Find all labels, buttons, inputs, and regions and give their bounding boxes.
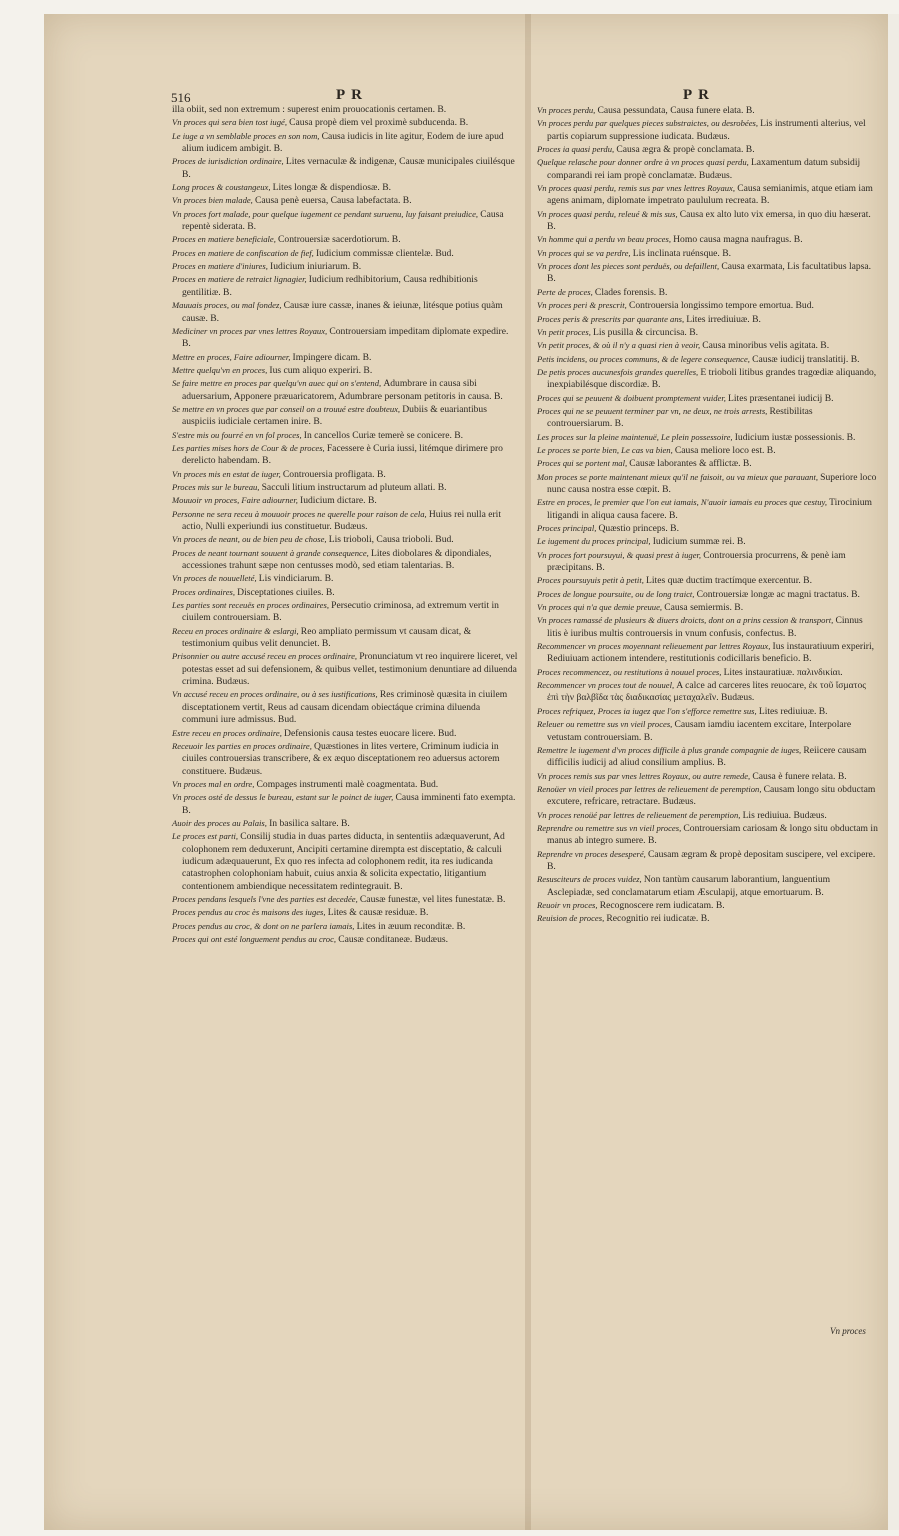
entry-latin: Pronunciatum vt reo inquirere liceret, vel potestas esset ad sui defensionem, & quibus vellet, testimonium denuntiare ad diluenda crimina. Budæus. bbox=[182, 651, 518, 688]
dictionary-entry bbox=[172, 233, 518, 246]
entry-latin: Controuersia profligata. B. bbox=[282, 468, 386, 480]
dictionary-entry bbox=[172, 299, 518, 325]
entry-french: Vn proces renoüé par lettres de relieuement de peremption, bbox=[537, 809, 743, 820]
dictionary-entry bbox=[172, 727, 518, 740]
dictionary-entry bbox=[537, 522, 879, 535]
dictionary-entry bbox=[172, 547, 518, 573]
dictionary-entry bbox=[172, 740, 518, 778]
dictionary-entry bbox=[537, 588, 879, 601]
entry-french: Proces ordinaires, bbox=[172, 586, 238, 597]
entry-latin: Lites longæ & dispendiosæ. B. bbox=[272, 182, 391, 194]
dictionary-entry bbox=[172, 920, 518, 933]
dictionary-entry bbox=[537, 247, 879, 260]
entry-french: Proces mis sur le bureau, bbox=[172, 481, 262, 492]
dictionary-entry bbox=[537, 770, 879, 783]
entry-latin: Lites in æuum reconditæ. B. bbox=[356, 920, 466, 932]
dictionary-entry bbox=[537, 233, 879, 246]
entry-french: Perte de proces, bbox=[537, 286, 595, 297]
column-gutter bbox=[525, 14, 531, 1530]
entry-french: Vn proces fort malade, pour quelque iugement ce pendant suruenu, luy faisant preiudice, bbox=[172, 208, 481, 219]
dictionary-entry bbox=[172, 273, 518, 299]
entry-latin: Reo ampliato permissum vt causam dicat, & testimonium quibus velit denunciet. B. bbox=[182, 625, 472, 650]
dictionary-entry bbox=[172, 351, 518, 364]
dictionary-entry bbox=[172, 104, 518, 116]
entry-latin: Dubiis & euariantibus auspiciis iudiciale certamen inire. B. bbox=[182, 403, 487, 428]
entry-french: Personne ne sera receu à mouuoir proces ne querelle pour raison de cela, bbox=[172, 508, 429, 519]
page-number: 516 bbox=[171, 90, 191, 105]
entry-latin: Consilij studia in duas partes diducta, in sententiis adæquaverunt, Ad colophonem rem deduxerunt, Ancipiti certamine dirempta est disceptatio, & calculi iudicum adæquauerunt, Ex quo res infecta ad colophonem redit, ita res iudicanda catastrophen colophoniam habuit, cuius anxia & solicita expectatio, litigantium contentionem ambiendique necessitatem redintegrauit. B. bbox=[182, 831, 505, 892]
dictionary-entry bbox=[172, 599, 518, 625]
entry-french: Vn proces de nouuelleté, bbox=[172, 573, 259, 584]
dictionary-entry bbox=[537, 535, 879, 548]
entry-latin: Iudicium commissæ clientelæ. Bud. bbox=[315, 247, 454, 259]
dictionary-entry bbox=[537, 182, 879, 208]
dictionary-entry bbox=[537, 299, 879, 312]
entry-french: Proces qui ne se peuuent terminer par vn, ne deux, ne trois arrests, bbox=[537, 405, 770, 416]
entry-french: Proces en matiere de retraict lignagier, bbox=[172, 274, 309, 285]
entry-latin: Controuersiam cariosam & longo situ obductam in manus ab integro sumere. B. bbox=[547, 822, 878, 847]
dictionary-entry bbox=[172, 481, 518, 494]
entry-latin: Causæ funestæ, vel lites funestatæ. B. bbox=[359, 893, 506, 905]
dictionary-entry bbox=[172, 586, 518, 599]
entry-latin: Cinnus litis è iuribus multis controuersis in vnum confusis, confectus. B. bbox=[547, 615, 863, 639]
entry-latin: Recognoscere rem iudicatam. B. bbox=[599, 899, 725, 911]
entry-french: Remettre le iugement d'vn proces difficile à plus grande compagnie de iuges, bbox=[537, 744, 804, 755]
entry-french: Reuoir vn proces, bbox=[537, 899, 600, 910]
entry-french: Proces peris & prescrits par quarante ans, bbox=[537, 313, 687, 324]
dictionary-entry bbox=[172, 625, 518, 651]
dictionary-entry bbox=[537, 366, 879, 392]
entry-french: Releuer ou remettre sus vn vieil proces, bbox=[537, 719, 675, 730]
entry-latin: Controuersiæ longæ ac magni tractatus. B. bbox=[696, 588, 860, 600]
dictionary-entry bbox=[172, 791, 518, 817]
entry-latin: Iudicium summæ rei. B. bbox=[652, 536, 746, 548]
entry-latin: Iudicium iniuriarum. B. bbox=[270, 261, 362, 273]
entry-french: Vn proces bien malade, bbox=[172, 195, 255, 206]
catchword: Vn proces bbox=[830, 1326, 866, 1336]
dictionary-entry bbox=[172, 933, 518, 946]
dictionary-entry bbox=[537, 744, 879, 770]
entry-latin: Causa ex alto luto vix emersa, in quo diu hæserat. B. bbox=[547, 208, 871, 233]
entry-latin: Causa ægra & propè conclamata. B. bbox=[616, 144, 755, 156]
entry-french: Vn proces mis en estat de iuger, bbox=[172, 468, 283, 479]
entry-latin: Ius instauratiuum experiri, Rediuiuam actionem intendere, restitutionis codicillaris beneficio. B. bbox=[547, 641, 875, 665]
entry-french: De petis proces aucunesfois grandes querelles, bbox=[537, 366, 701, 377]
entry-french: Proces pendans lesquels l'vne des parties est decedée, bbox=[172, 893, 360, 904]
entry-latin: Res criminosè quæsita in ciuilem disceptationem vertit, Reus ad causam dicendam obiectáque crimina diluenda communi iure admissus. Bud. bbox=[182, 689, 508, 726]
dictionary-entry bbox=[172, 116, 518, 129]
entry-latin: Huius rei nulla erit actio, Nulli experiundi ius constituetur. Budæus. bbox=[182, 508, 502, 532]
entry-latin: Laxamentum datum subsidij comparandi rei iam propè conclamatæ. Budæus. bbox=[547, 157, 861, 181]
entry-latin: Causa meliore loco est. B. bbox=[674, 444, 776, 456]
entry-french: Proces qui se portent mal, bbox=[537, 458, 630, 469]
dictionary-entry bbox=[537, 783, 879, 809]
dictionary-entry bbox=[172, 260, 518, 273]
dictionary-entry bbox=[172, 442, 518, 468]
entry-latin: Lis vindiciarum. B. bbox=[258, 573, 334, 585]
dictionary-entry bbox=[537, 143, 879, 156]
entry-latin: Controuersia longissimo tempore emortua. Bud. bbox=[628, 300, 814, 312]
entry-french: Vn proces de neant, ou de bien peu de chose, bbox=[172, 534, 329, 545]
entry-latin: Lis rediuiua. Budæus. bbox=[742, 809, 827, 821]
dictionary-entry bbox=[537, 457, 879, 470]
page-edge bbox=[888, 14, 899, 1530]
entry-french: Mettre en proces, Faire adiourner, bbox=[172, 351, 293, 362]
entry-french: Vn proces perdu, bbox=[537, 105, 598, 115]
entry-french: Recommencer vn proces moyennant relieuement par lettres Royaux, bbox=[537, 641, 773, 652]
dictionary-entry bbox=[537, 614, 879, 640]
entry-latin: In basilica saltare. B. bbox=[269, 817, 350, 829]
entry-latin: Lis inclinata ruénsque. B. bbox=[632, 247, 732, 259]
entry-latin: Non tantùm causarum laborantium, languentium Asclepiadæ, sed conclamatarum etiam Æsculapij, atque emortuarum. B. bbox=[547, 874, 831, 898]
entry-latin: Impingere dicam. B. bbox=[292, 351, 372, 363]
dictionary-entry bbox=[537, 353, 879, 366]
entry-french: Mouuoir vn proces, Faire adiourner, bbox=[172, 495, 301, 506]
entry-latin: Controuersia procurrens, & penè iam præcipitans. B. bbox=[547, 549, 846, 574]
entry-latin: Restibilitas controuersiarum. B. bbox=[547, 405, 813, 430]
entry-latin: Disceptationes ciuiles. B. bbox=[237, 586, 335, 598]
entry-latin: Causa iudicis in lite agitur, Eodem de iure apud alium iudicem ambigit. B. bbox=[182, 130, 504, 155]
dictionary-entry bbox=[537, 156, 879, 182]
dictionary-entry bbox=[172, 533, 518, 546]
entry-french: Mettre quelqu'vn en proces, bbox=[172, 364, 270, 375]
entry-latin: E trioboli litibus grandes tragœdiæ aliquando, inexpiabilésque discordiæ. B. bbox=[547, 366, 877, 391]
dictionary-entry bbox=[537, 313, 879, 326]
dictionary-entry bbox=[172, 364, 518, 377]
entry-latin: Reiicere causam difficilis iudicij ad aliud consilium amplius. B. bbox=[547, 744, 867, 769]
dictionary-entry bbox=[172, 325, 518, 351]
entry-latin: Causa imminenti fato exempta. B. bbox=[182, 792, 516, 816]
dictionary-entry bbox=[537, 873, 879, 899]
entry-latin: Lites irrediuiuæ. B. bbox=[686, 313, 761, 325]
entry-french: Vn proces fort poursuyui, & quasi prest à iuger, bbox=[537, 549, 704, 560]
entry-french: Proces de longue poursuite, ou de long traict, bbox=[537, 588, 697, 599]
entry-latin: Lites rediuiuæ. B. bbox=[758, 705, 828, 717]
entry-latin: Iudicium dictare. B. bbox=[300, 495, 377, 507]
dictionary-entry bbox=[172, 830, 518, 893]
dictionary-entry bbox=[172, 906, 518, 919]
right-column bbox=[537, 104, 879, 926]
dictionary-entry bbox=[537, 496, 879, 522]
entry-french: Receu en proces ordinaire & eslargi, bbox=[172, 625, 301, 636]
entry-french: Vn accusé receu en proces ordinaire, ou à ses iustifications, bbox=[172, 689, 380, 700]
dictionary-entry bbox=[172, 403, 518, 429]
entry-french: Proces pendus au croc ès maisons des iuges, bbox=[172, 907, 328, 918]
left-column bbox=[172, 104, 518, 946]
dictionary-entry bbox=[537, 471, 879, 497]
entry-french: Proces qui se peuuent & doibuent promptement vuider, bbox=[537, 392, 729, 403]
dictionary-entry bbox=[172, 208, 518, 234]
entry-latin: Lites & causæ residuæ. B. bbox=[327, 907, 429, 919]
dictionary-entry bbox=[537, 549, 879, 575]
entry-latin: Lites diobolares & dipondiales, accessiones trahunt sæpe non centusses modò, sed etiam talentarias. B. bbox=[182, 547, 492, 572]
entry-latin: Causa penè euersa, Causa labefactata. B. bbox=[254, 195, 412, 207]
entry-french: Proces pendus au croc, & dont on ne parlera iamais, bbox=[172, 920, 357, 931]
entry-french: Vn proces quasi perdu, releué & mis sus, bbox=[537, 208, 680, 219]
entry-latin: Causam ægram & propè depositam suscipere, vel excipere. B. bbox=[547, 848, 876, 872]
running-head-right: PR bbox=[683, 87, 715, 103]
entry-latin: Causæ iudicij translatitij. B. bbox=[752, 353, 860, 365]
dictionary-entry bbox=[537, 912, 879, 925]
entry-latin: Superiore loco nunc causa nostra esse cœpit. B. bbox=[547, 471, 877, 495]
entry-latin: Persecutio criminosa, ad extremum vertit in ciuilem controuersiam. B. bbox=[182, 600, 499, 624]
entry-latin: Recognitio rei iudicatæ. B. bbox=[606, 913, 710, 925]
dictionary-entry bbox=[172, 508, 518, 534]
dictionary-entry bbox=[537, 104, 879, 117]
dictionary-entry bbox=[172, 429, 518, 442]
entry-french: Vn proces dont les pieces sont perduës, ou defaillent, bbox=[537, 261, 722, 272]
entry-latin: Defensionis causa testes euocare licere. Bud. bbox=[284, 727, 457, 739]
dictionary-entry bbox=[172, 194, 518, 207]
dictionary-entry bbox=[172, 181, 518, 194]
entry-french: Les proces sur la pleine maintenuë, Le plein possessoire, bbox=[537, 431, 735, 442]
entry-french: Renoüer vn vieil proces par lettres de relieuement de peremption, bbox=[537, 783, 764, 794]
entry-latin: Iudicium redhibitorium, Causa redhibitionis gentilitiæ. B. bbox=[182, 274, 478, 298]
dictionary-entry bbox=[537, 601, 879, 614]
entry-latin: Lis pusilla & circuncisa. B. bbox=[593, 326, 698, 338]
entry-french: Les parties mises hors de Cour & de proces, bbox=[172, 442, 327, 453]
entry-french: Les parties sont receuës en proces ordinaires, bbox=[172, 600, 332, 611]
entry-latin: Homo causa magna naufragus. B. bbox=[673, 234, 803, 246]
entry-latin: Causa semianimis, atque etiam iam agens animam, diplomate impetrato paululum recreata. B. bbox=[547, 183, 873, 207]
entry-latin: Causæ iure cassæ, inanes & ieiunæ, litésque potius quàm causæ. B. bbox=[182, 300, 503, 324]
entry-french: Vn proces perdu par quelques pieces substraictes, ou desrobées, bbox=[537, 118, 761, 129]
dictionary-entry bbox=[537, 405, 879, 431]
dictionary-entry bbox=[537, 431, 879, 444]
entry-french: Se mettre en vn proces que par conseil on a trouué estre doubteux, bbox=[172, 403, 403, 414]
entry-french: Proces ia quasi perdu, bbox=[537, 144, 617, 155]
dictionary-entry bbox=[537, 705, 879, 718]
dictionary-entry bbox=[537, 899, 879, 912]
entry-latin: Causam iamdiu iacentem excitare, Interpolare vetustam controuersiam. B. bbox=[547, 719, 852, 743]
entry-french: Mon proces se porte maintenant mieux qu'il ne faisoit, ou va mieux que parauant, bbox=[537, 471, 821, 482]
entry-french: Mediciner vn proces par vnes lettres Royaux, bbox=[172, 325, 330, 336]
dictionary-entry bbox=[537, 848, 879, 874]
entry-latin: In cancellos Curiæ temerè se conicere. B. bbox=[303, 429, 464, 441]
entry-french: Proces en matiere d'iniures, bbox=[172, 261, 271, 272]
entry-latin: Lis instrumenti alterius, vel partis copiarum suppressione iudicata. Budæus. bbox=[547, 118, 866, 142]
entry-french: Le proces se porte bien, Le cas va bien, bbox=[537, 444, 675, 455]
entry-latin: Ius cum aliquo experiri. B. bbox=[269, 364, 373, 376]
dictionary-entry bbox=[172, 494, 518, 507]
entry-french: Proces poursuyuis petit à petit, bbox=[537, 575, 646, 586]
entry-french: Vn proces qui se va perdre, bbox=[537, 247, 633, 258]
entry-french: Proces de neant tournant souuent à grande consequence, bbox=[172, 547, 371, 558]
entry-french: Reuision de proces, bbox=[537, 913, 607, 924]
dictionary-entry bbox=[537, 640, 879, 666]
entry-french: Estre en proces, le premier que l'on eut iamais, N'auoir iamais eu proces que cestuy, bbox=[537, 497, 830, 508]
entry-latin: Lites instauratiuæ. παλινδικίαι. bbox=[723, 666, 843, 678]
entry-french: Quelque relasche pour donner ordre à vn proces quasi perdu, bbox=[537, 157, 751, 168]
entry-latin: A calce ad carceres lites reuocare, ἐκ τοῦ ἴσματος ἐπὶ τὴν βαλβῖδα τὰς διαδικασίας μεταχαλεῖν. Budæus. bbox=[547, 680, 867, 704]
entry-french: Vn proces quasi perdu, remis sus par vnes lettres Royaux, bbox=[537, 183, 738, 194]
entry-french: Proces de iurisdiction ordinaire, bbox=[172, 156, 286, 167]
entry-french: Proces refriquez, Proces ia iugez que l'on s'efforce remettre sus, bbox=[537, 705, 759, 716]
entry-french: Reprendre ou remettre sus vn vieil proces, bbox=[537, 822, 684, 833]
entry-latin: Lites vernaculæ & indigenæ, Causæ municipales ciuilésque B. bbox=[182, 156, 515, 180]
entry-french: Le iugement du proces principal, bbox=[537, 536, 653, 547]
dictionary-entry bbox=[537, 208, 879, 234]
entry-french: Vn proces peri & prescrit, bbox=[537, 300, 629, 311]
entry-french: Proces en matiere beneficiale, bbox=[172, 234, 279, 245]
entry-french: Le proces est parti, bbox=[172, 831, 241, 842]
dictionary-entry bbox=[537, 326, 879, 339]
entry-french: Vn proces qui sera bien tost iugé, bbox=[172, 117, 290, 128]
entry-latin: Controuersiam impeditam diplomate expedire. B. bbox=[182, 325, 509, 350]
dictionary-entry bbox=[537, 117, 879, 143]
entry-french: Vn proces remis sus par vnes lettres Royaux, ou autre remede, bbox=[537, 770, 753, 781]
entry-latin: Controuersiæ sacerdotiorum. B. bbox=[278, 234, 401, 246]
entry-latin: Causa semiermis. B. bbox=[664, 602, 744, 614]
dictionary-entry bbox=[537, 444, 879, 457]
dictionary-entry bbox=[172, 247, 518, 260]
entry-latin: Causæ laborantes & afflictæ. B. bbox=[629, 458, 752, 470]
entry-latin: Causa pessundata, Causa funere elata. B. bbox=[597, 105, 755, 116]
entry-french: Vn proces ramassé de plusieurs & diuers droicts, dont on a prins cession & transport, bbox=[537, 615, 836, 626]
entry-french: S'estre mis ou fourré en vn fol proces, bbox=[172, 429, 304, 440]
dictionary-entry bbox=[537, 574, 879, 587]
dictionary-entry bbox=[537, 392, 879, 405]
dictionary-entry bbox=[537, 286, 879, 299]
dictionary-entry bbox=[172, 377, 518, 403]
entry-french: Mauuais proces, ou mal fondez, bbox=[172, 300, 284, 311]
entry-latin: Causa repentè siderata. B. bbox=[182, 208, 504, 233]
dictionary-entry bbox=[537, 679, 879, 705]
dictionary-entry bbox=[172, 650, 518, 688]
entry-french: Petis incidens, ou proces communs, & de legere consequence, bbox=[537, 353, 753, 364]
entry-french: Vn homme qui a perdu vn beau proces, bbox=[537, 234, 674, 245]
dictionary-entry bbox=[172, 778, 518, 791]
dictionary-entry bbox=[172, 572, 518, 585]
dictionary-entry bbox=[537, 260, 879, 286]
entry-latin: Lites præsentanei iudicij B. bbox=[728, 392, 834, 404]
entry-french: Auoir des proces au Palais, bbox=[172, 817, 270, 828]
entry-latin: Adumbrare in causa sibi aduersarium, Apponere præuaricatorem, Adumbrare personam petitoris in causa. B. bbox=[182, 378, 503, 402]
entry-french: Receuoir les parties en proces ordinaire, bbox=[172, 740, 315, 751]
entry-french: Reprendre vn proces desesperé, bbox=[537, 848, 648, 859]
entry-latin: Iudicium iustæ possessionis. B. bbox=[734, 431, 856, 443]
entry-latin: Quæstio princeps. B. bbox=[598, 523, 679, 534]
dictionary-entry bbox=[537, 339, 879, 352]
entry-french: Recommencer vn proces tout de nouuel, bbox=[537, 680, 677, 691]
entry-latin: Sacculi litium instructarum ad pluteum allati. B. bbox=[261, 481, 447, 493]
dictionary-entry bbox=[537, 718, 879, 744]
entry-french: Vn proces osté de dessus le bureau, estant sur le poinct de iuger, bbox=[172, 792, 396, 803]
entry-french: Vn petit proces, & où il n'y a quasi rien à veoir, bbox=[537, 340, 703, 351]
running-head-left: PR bbox=[336, 87, 368, 103]
entry-latin: Facessere è Curia iussi, litémque dirimere pro derelicto habendam. B. bbox=[182, 442, 503, 467]
entry-latin: Causa propè diem vel proximè subducenda. B. bbox=[289, 117, 469, 129]
entry-french: Se faire mettre en proces par quelqu'vn auec qui on s'entend, bbox=[172, 378, 384, 389]
entry-latin: Causæ conditaneæ. Budæus. bbox=[338, 934, 448, 945]
entry-french: Prisonnier ou autre accusé receu en proces ordinaire, bbox=[172, 651, 360, 662]
dictionary-entry bbox=[537, 809, 879, 822]
dictionary-entry bbox=[537, 822, 879, 848]
dictionary-entry bbox=[172, 688, 518, 726]
entry-french: Vn proces qui n'a que demie preuue, bbox=[537, 602, 665, 613]
entry-french: Proces principal, bbox=[537, 523, 599, 533]
entry-french: Estre receu en proces ordinaire, bbox=[172, 727, 285, 738]
entry-latin: Compages instrumenti malè coagmentata. Bud. bbox=[256, 778, 439, 790]
entry-french: Proces en matiere de confiscation de fief, bbox=[172, 247, 316, 258]
entry-french: Proces qui ont esté longuement pendus au croc, bbox=[172, 934, 339, 944]
entry-latin: Causam longo situ obductam excutere, refricare, retractare. Budæus. bbox=[547, 783, 876, 808]
entry-french: Vn proces mal en ordre, bbox=[172, 778, 257, 789]
dictionary-entry bbox=[172, 817, 518, 830]
entry-latin: Lites quæ ductim tractímque exercentur. B. bbox=[646, 575, 812, 587]
entry-latin: Clades forensis. B. bbox=[594, 286, 668, 298]
entry-french: Vn petit proces, bbox=[537, 326, 594, 337]
entry-latin: Lis trioboli, Causa trioboli. Bud. bbox=[328, 534, 454, 546]
dictionary-entry bbox=[172, 155, 518, 181]
dictionary-entry bbox=[172, 468, 518, 481]
entry-latin: Tirocinium litigandi in aliqua causa facere. B. bbox=[547, 497, 872, 521]
dictionary-entry bbox=[537, 666, 879, 679]
entry-french: Le iuge a vn semblable proces en son nom, bbox=[172, 130, 322, 141]
entry-french: Resusciteurs de proces vuidez, bbox=[537, 874, 644, 885]
entry-french: Long proces & coustangeux, bbox=[172, 182, 273, 193]
entry-latin: Causa minoribus velis agitata. B. bbox=[702, 340, 830, 352]
entry-french: Proces recommencez, ou restitutions à nouuel proces, bbox=[537, 666, 724, 677]
entry-latin: Causa exarmata, Lis facultatibus lapsa. B. bbox=[547, 261, 872, 285]
dictionary-entry bbox=[172, 130, 518, 156]
dictionary-entry bbox=[172, 893, 518, 906]
entry-latin: Causa è funere relata. B. bbox=[752, 770, 847, 782]
entry-latin: illa obiit, sed non extremum : superest enim prouocationis certamen. B. bbox=[172, 104, 447, 115]
entry-latin: Quæstiones in lites vertere, Criminum iudicia in ciuiles controuersias transcribere, & ex æquo disceptationem reo aduersus actorem constituere. Budæus. bbox=[182, 740, 500, 777]
